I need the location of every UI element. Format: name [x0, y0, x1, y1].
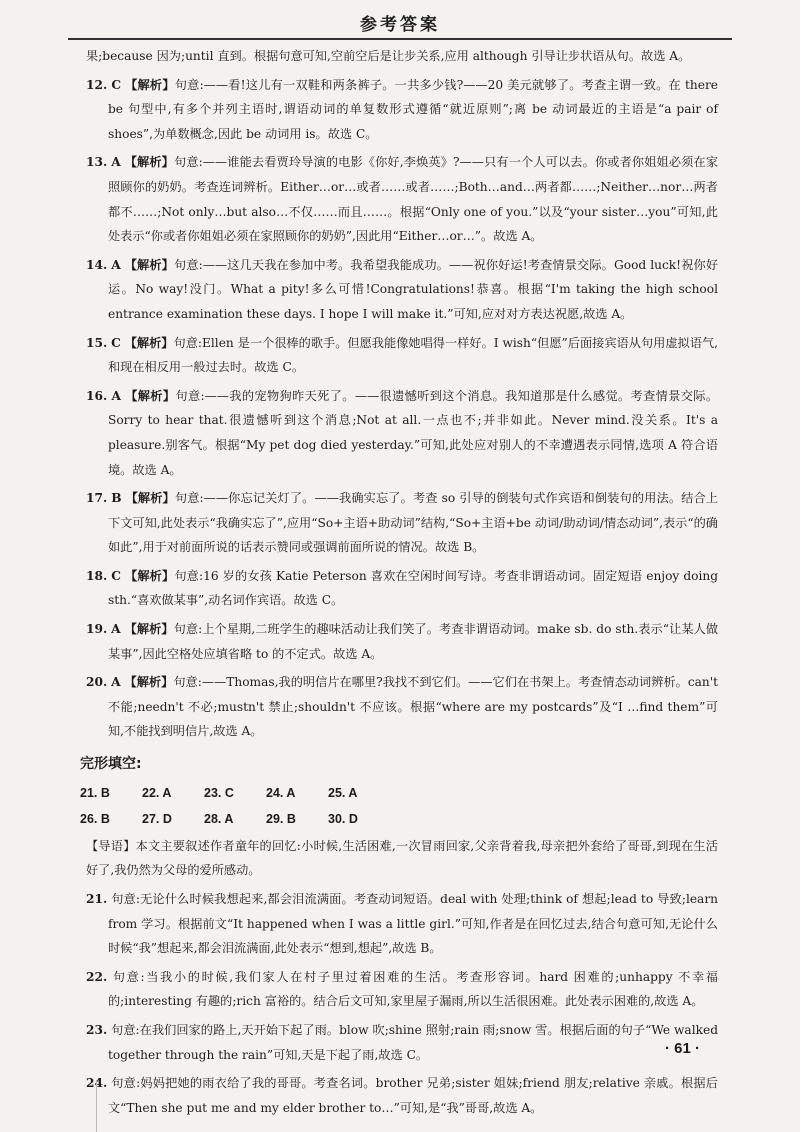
item-answer: A: [111, 675, 121, 690]
analysis-tag: 【解析】: [124, 675, 174, 690]
item-number: 20.: [86, 675, 108, 690]
cloze-explanations: [86, 887, 718, 1120]
analysis-tag: 【解析】: [124, 568, 175, 583]
item-answer: C: [111, 568, 121, 583]
item-number: 17.: [86, 491, 108, 506]
item-number: 13.: [86, 155, 108, 170]
cloze-explanation-item: [86, 1071, 718, 1120]
cloze-section-title: 完形填空:: [80, 756, 142, 773]
item-number: 12.: [86, 77, 108, 92]
analysis-tag: 【解析】: [124, 335, 174, 350]
page-number: · 61 ·: [664, 1040, 700, 1057]
page-header-title: 参考答案: [360, 15, 440, 35]
item-explanation: 句意:——看!这儿有一双鞋和两条裤子。一共多少钱?——20 美元就够了。考查主谓一致。在 there be 句型中,有多个并列主语时,谓语动词的单复数形式遵循“就近原则”;离 be 动词最近的主语是“a pair of shoes”,为单数概念,因此 be 动词用 is。故选 C。: [108, 77, 719, 141]
margin-line: [96, 1080, 97, 1132]
analysis-tag: 【解析】: [124, 257, 174, 272]
item-explanation: 句意:在我们回家的路上,天开始下起了雨。blow 吹;shine 照射;rain 雨;snow 雪。根据后面的句子“We walked together through the rain”可知,天是下起了雨,故选 C。: [108, 1022, 718, 1062]
item-explanation: 句意:Ellen 是一个很棒的歌手。但愿我能像她唱得一样好。I wish“但愿”后面接宾语从句用虚拟语气,和现在相反用一般过去时。故选 C。: [108, 335, 719, 375]
answer-item: [86, 486, 718, 560]
cloze-answer: 26. B: [80, 812, 110, 827]
answer-item: [86, 150, 718, 248]
answer-item: [86, 670, 718, 744]
item-explanation: 句意:——我的宠物狗昨天死了。——很遗憾听到这个消息。我知道那是什么感觉。考查情景交际。Sorry to hear that.很遗憾听到这个消息;Not at all.一点也不;并非如此。Never mind.没关系。It's a pleasure.别客气。根据“My pet dog died yesterday.”可知,此处应对别人的不幸遭遇表示同情,选项 A 符合语境。故选 A。: [108, 388, 719, 477]
header-divider: [68, 38, 732, 40]
item-number: 22.: [86, 969, 108, 984]
analysis-tag: 【解析】: [125, 388, 176, 403]
item-answer: A: [111, 622, 121, 637]
item-number: 21.: [86, 892, 108, 906]
item-number: 14.: [86, 257, 108, 272]
cloze-answer: 30. D: [328, 812, 358, 827]
item-answer: C: [111, 77, 122, 92]
item-explanation: 句意:妈妈把她的雨衣给了我的哥哥。考查名词。brother 兄弟;sister 姐妹;friend 朋友;relative 亲戚。根据后文“Then she put me and my elder brother to…”可知,是“我”哥哥,故选 A。: [108, 1076, 718, 1115]
cloze-answer: 24. A: [266, 785, 296, 800]
item-answer: A: [111, 257, 121, 272]
item-explanation: 句意:——谁能去看贾玲导演的电影《你好,李焕英》?——只有一个人可以去。你或者你姐姐必须在家照顾你的奶奶。考查连词辨析。Either…or…或者……或者……;Both…and…两者都……;Neither…nor…两者都不……;Not only…but also…不仅……而且……。根据“Only one of you.”以及“your sister…you”可知,此处表示“你或者你姐姐必须在家照顾你的奶奶”,因此用“Either…or…”。故选 A。: [108, 155, 719, 244]
item-explanation: 句意:无论什么时候我想起来,都会泪流满面。考查动词短语。deal with 处理;think of 想起;lead to 导致;learn from 学习。根据前文“It happened when I was a little girl.”可知,作者是在回忆过去,结合句意可知,无论什么时候“我”想起来,都会泪流满面,此处表示“想到,想起”,故选 B。: [108, 892, 719, 956]
item-explanation: 句意:——这几天我在参加中考。我希望我能成功。——祝你好运!考查情景交际。Good luck!祝你好运。No way!没门。What a pity!多么可惜!Congratulations!恭喜。根据“I'm taking the high school entrance examination these days. I hope I will make it.”可知,应对对方表达祝愿,故选 A。: [108, 257, 719, 321]
cloze-explanation-item: [86, 1018, 718, 1067]
item-explanation: 句意:上个星期,二班学生的趣味活动让我们笑了。考查非谓语动词。make sb. do sth.表示“让某人做某事”,因此空格处应填省略 to 的不定式。故选 A。: [108, 622, 719, 661]
item-answer: B: [111, 491, 122, 506]
cloze-answer-row-1: [80, 781, 718, 806]
answer-item: [86, 253, 718, 327]
cloze-answer: 25. A: [328, 785, 358, 800]
cloze-answer-row-2: [80, 807, 718, 832]
cloze-answer: 22. A: [142, 785, 172, 800]
cloze-answer: 29. B: [266, 812, 296, 827]
item-answer: C: [111, 335, 121, 350]
cloze-explanation-item: [86, 887, 718, 961]
item-number: 15.: [86, 335, 108, 350]
analysis-tag: 【解析】: [124, 622, 174, 637]
cloze-explanation-item: [86, 965, 718, 1014]
answer-item: [86, 331, 718, 380]
answer-content: [80, 44, 719, 1124]
cloze-answer: 28. A: [204, 812, 234, 827]
answer-items: [86, 73, 718, 744]
item-number: 18.: [86, 568, 108, 583]
answer-item: [86, 384, 718, 482]
analysis-tag: 【解析】: [125, 491, 175, 506]
cloze-guide: 【导语】本文主要叙述作者童年的回忆:小时候,生活困难,一次冒雨回家,父亲背着我,母亲把外套给了哥哥,到现在生活好了,我仍然为父母的爱所感动。: [86, 838, 718, 878]
item-answer: A: [111, 388, 121, 403]
answer-item: [86, 564, 718, 613]
item-explanation: 句意:16 岁的女孩 Katie Peterson 喜欢在空闲时间写诗。考查非谓语动词。固定短语 enjoy doing sth.“喜欢做某事”,动名词作宾语。故选 C。: [108, 568, 719, 608]
item-answer: A: [111, 155, 121, 170]
analysis-tag: 【解析】: [124, 155, 174, 170]
cloze-answer: 23. C: [204, 785, 234, 800]
item-number: 23.: [86, 1022, 108, 1037]
item-number: 16.: [86, 388, 108, 403]
intro-line: 果;because 因为;until 直到。根据句意可知,空前空后是让步关系,应用 although 引导让步状语从句。故选 A。: [86, 49, 691, 63]
analysis-tag: 【解析】: [125, 77, 175, 92]
cloze-answer: 27. D: [142, 812, 172, 827]
answer-item: [86, 73, 718, 147]
answer-item: [86, 617, 718, 666]
cloze-answer: 21. B: [80, 785, 110, 800]
item-number: 24.: [86, 1076, 108, 1091]
item-number: 19.: [86, 622, 108, 637]
item-explanation: 句意:——你忘记关灯了。——我确实忘了。考查 so 引导的倒装句式作宾语和倒装句的用法。结合上下文可知,此处表示“我确实忘了”,应用“So+主语+助动词”结构,“So+主语+be 动词/助动词/情态动词”,表示“的确如此”,用于对前面所说的话表示赞同或强调前面所说的情况。故选 B。: [108, 491, 719, 555]
item-explanation: 句意:——Thomas,我的明信片在哪里?我找不到它们。——它们在书架上。考查情态动词辨析。can't 不能;needn't 不必;mustn't 禁止;shouldn't 不应该。根据“where are my postcards”及“I …find them”可知,不能找到明信片,故选 A。: [108, 675, 719, 739]
item-explanation: 句意:当我小的时候,我们家人在村子里过着困难的生活。考查形容词。hard 困难的;unhappy 不幸福的;interesting 有趣的;rich 富裕的。结合后文可知,家里屋子漏雨,所以生活很困难。此处表示困难的,故选 A。: [108, 969, 718, 1009]
